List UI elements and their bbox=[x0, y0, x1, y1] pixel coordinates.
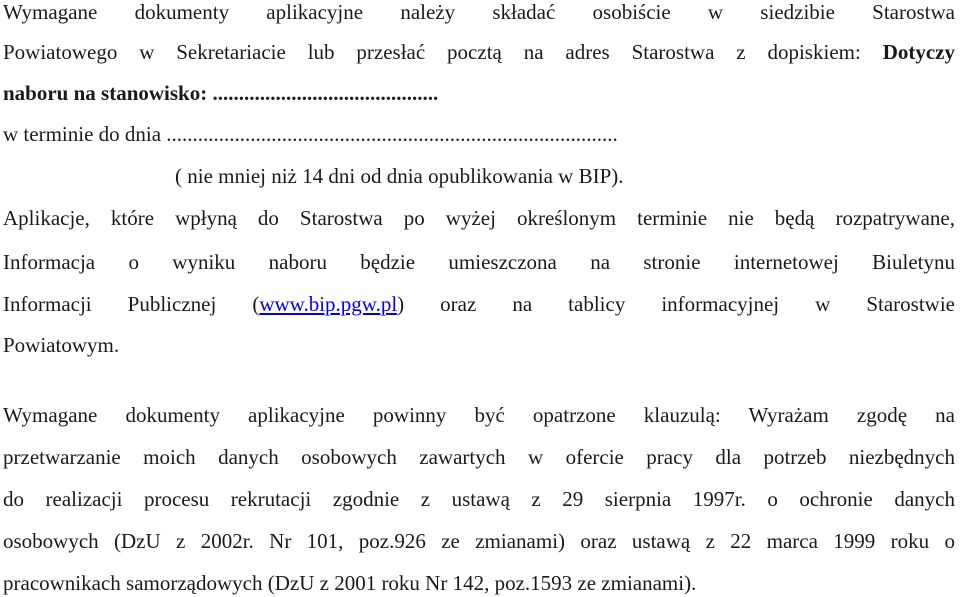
text-line: Aplikacje, które wpłyną do Starostwa po wyżej określonym terminie nie będą rozpatrywane, bbox=[3, 206, 955, 230]
text-line: do realizacji procesu rekrutacji zgodnie z ustawą z 29 sierpnia 1997r. o ochronie danych bbox=[3, 487, 955, 511]
text-line: przetwarzanie moich danych osobowych zawartych w ofercie pracy dla potrzeb niezbędnych bbox=[3, 445, 955, 469]
text-span: ) oraz na tablicy informacyjnej w Starostwie bbox=[397, 292, 956, 316]
text-line: Wymagane dokumenty aplikacyjne należy składać osobiście w siedzibie Starostwa bbox=[3, 0, 955, 24]
text-line: Powiatowym. bbox=[3, 333, 120, 357]
text-line: Wymagane dokumenty aplikacyjne powinny być opatrzone klauzulą: Wyrażam zgodę na bbox=[3, 403, 955, 427]
text-span: Informacji Publicznej ( bbox=[3, 292, 260, 316]
text-line: Informacja o wyniku naboru będzie umieszczona na stronie internetowej Biuletynu bbox=[3, 250, 955, 274]
text-line: pracownikach samorządowych (DzU z 2001 roku Nr 142, poz.1593 ze zmianami). bbox=[3, 571, 697, 595]
text-line: w terminie do dnia ...................................................................................... bbox=[3, 122, 618, 146]
text-line bbox=[3, 40, 955, 64]
text-line: ( nie mniej niż 14 dni od dnia opublikowania w BIP). bbox=[175, 164, 624, 188]
text-line: naboru na stanowisko: ........................................... bbox=[3, 81, 439, 105]
text-line bbox=[3, 292, 955, 316]
emphasis-text: Dotyczy bbox=[882, 40, 955, 64]
text-span: Powiatowego w Sekretariacie lub przesłać pocztą na adres Starostwa z dopiskiem: bbox=[3, 40, 861, 64]
text-line: osobowych (DzU z 2002r. Nr 101, poz.926 ze zmianami) oraz ustawą z 22 marca 1999 roku o bbox=[3, 529, 955, 553]
bip-website-link[interactable]: www.bip.pgw.pl bbox=[259, 292, 398, 316]
